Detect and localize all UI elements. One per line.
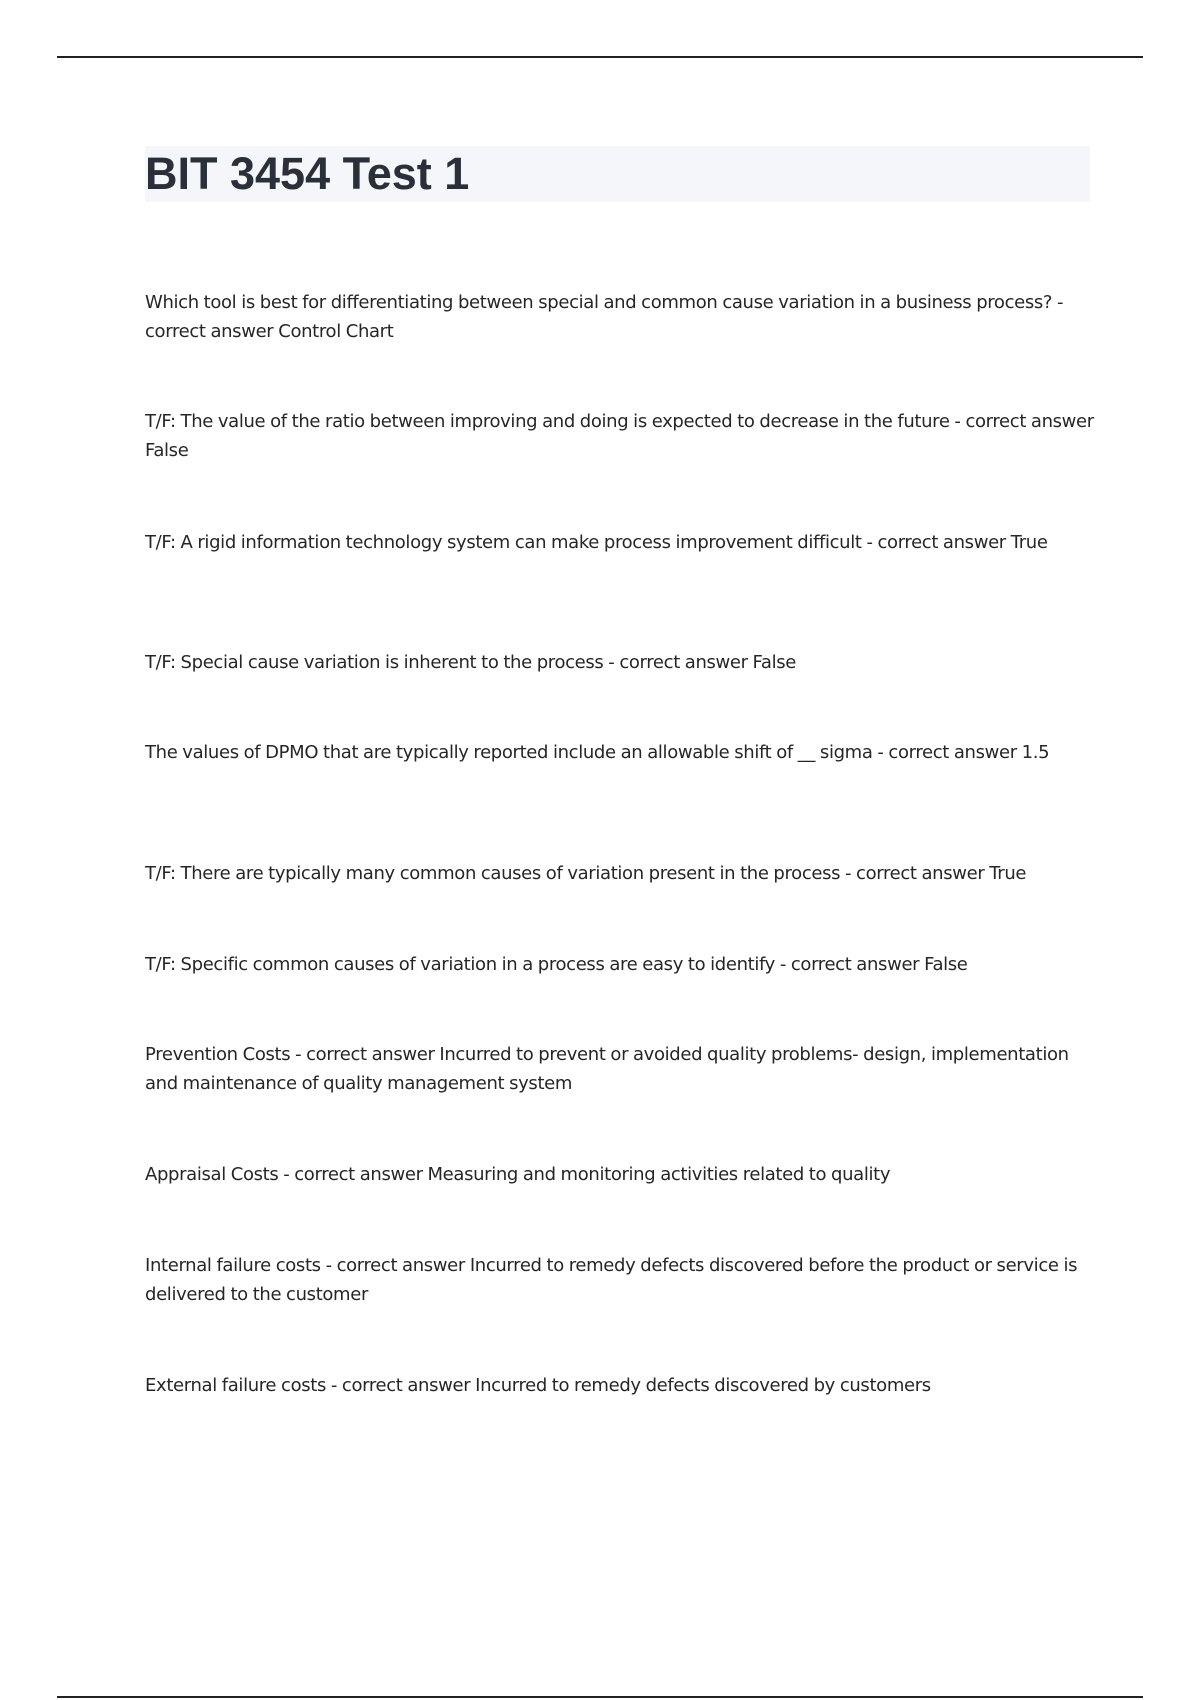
page-title: BIT 3454 Test 1 <box>145 148 470 199</box>
qa-item: Internal failure costs - correct answer Incurred to remedy defects discovered before the product or service is delivered to the customer <box>145 1255 1078 1305</box>
qa-item: Which tool is best for differentiating between special and common cause variation in a business process? - correct answer Control Chart <box>145 292 1064 342</box>
qa-item: T/F: A rigid information technology system can make process improvement difficult - correct answer True <box>145 532 1048 553</box>
qa-item: T/F: The value of the ratio between improving and doing is expected to decrease in the future - correct answer False <box>145 411 1094 461</box>
qa-item: Prevention Costs - correct answer Incurred to prevent or avoided quality problems- design, implementation and maintenance of quality management system <box>145 1044 1069 1094</box>
qa-item: T/F: There are typically many common causes of variation present in the process - correct answer True <box>145 863 1027 884</box>
qa-item: External failure costs - correct answer Incurred to remedy defects discovered by customers <box>145 1375 931 1396</box>
qa-item: T/F: Specific common causes of variation in a process are easy to identify - correct answer False <box>145 954 968 975</box>
bottom-rule <box>57 1696 1143 1698</box>
qa-item: T/F: Special cause variation is inherent to the process - correct answer False <box>145 652 796 673</box>
top-rule <box>57 56 1143 58</box>
qa-item: Appraisal Costs - correct answer Measuring and monitoring activities related to quality <box>145 1164 891 1185</box>
qa-item: The values of DPMO that are typically reported include an allowable shift of __ sigma - correct answer 1.5 <box>145 742 1050 763</box>
